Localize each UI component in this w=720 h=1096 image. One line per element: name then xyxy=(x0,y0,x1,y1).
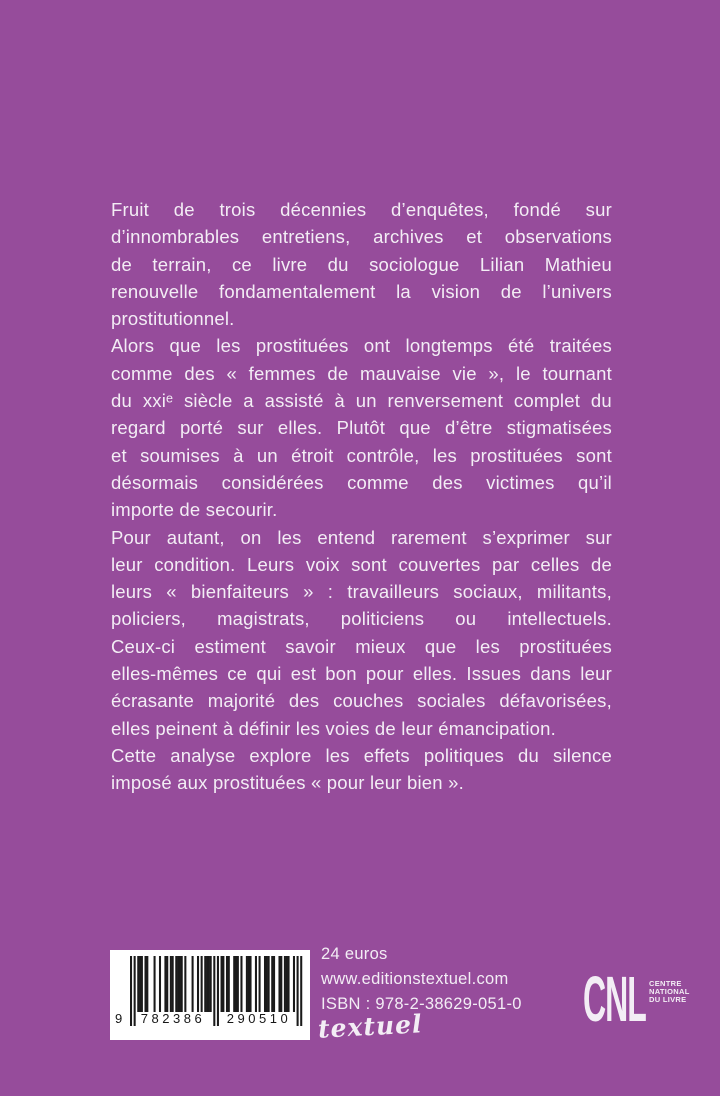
barcode-digit-group: 782386 xyxy=(140,1011,206,1026)
barcode-digit-group: 290510 xyxy=(226,1011,292,1026)
text-line: prostitutionnel. xyxy=(111,308,235,330)
text-line: leurs « bienfaiteurs » : travailleurs sociaux, militants, xyxy=(111,581,612,603)
text-line: Alors que les prostituées ont longtemps été traitées xyxy=(111,335,612,357)
text-line: renouvelle fondamentalement la vision de l’univers xyxy=(111,280,612,302)
back-cover-blurb xyxy=(111,196,612,797)
text-line: et soumises à un étroit contrôle, les prostituées sont xyxy=(111,444,612,466)
text-line: policiers, magistrats, politiciens ou intellectuels. xyxy=(111,608,612,630)
price-text: 24 euros xyxy=(321,945,388,963)
ean-barcode xyxy=(110,950,310,1040)
publisher-website: www.editionstextuel.com xyxy=(321,969,509,988)
isbn-text: ISBN : 978-2-38629-051-0 xyxy=(321,994,522,1013)
text-line: leur condition. Leurs voix sont couvertes par celles de xyxy=(111,553,612,575)
text-line: comme des « femmes de mauvaise vie », le tournant xyxy=(111,362,612,384)
text-line: écrasante majorité des couches sociales défavorisées, xyxy=(111,690,612,712)
text-line: désormais considérées comme des victimes qu’il xyxy=(111,471,612,493)
text-line: Pour autant, on les entend rarement s’exprimer sur xyxy=(111,526,612,548)
text-line: elles-mêmes ce qui est bon pour elles. Issues dans leur xyxy=(111,663,612,685)
text-line: Ceux-ci estiment savoir mieux que les prostituées xyxy=(111,635,612,657)
text-line: imposé aux prostituées « pour leur bien ». xyxy=(111,772,464,794)
text-line: du xxiᵉ siècle a assisté à un renversement complet du xyxy=(111,390,612,412)
cnl-acronym: CNL xyxy=(583,963,646,1035)
cnl-caption: CENTRE NATIONAL DU LIVRE xyxy=(649,979,690,1005)
barcode-digit-lead: 9 xyxy=(115,1011,123,1026)
cnl-logo xyxy=(583,963,698,1035)
footer-info xyxy=(321,942,522,1016)
textuel-publisher-logo: textuel xyxy=(317,1009,424,1044)
text-line: importe de secourir. xyxy=(111,499,278,521)
text-line: Fruit de trois décennies d’enquêtes, fondé sur xyxy=(111,199,612,220)
text-line: elles peinent à définir les voies de leur émancipation. xyxy=(111,717,556,739)
text-line: Cette analyse explore les effets politiques du silence xyxy=(111,744,612,766)
text-line: regard porté sur elles. Plutôt que d’être stigmatisées xyxy=(111,417,612,439)
text-line: d’innombrables entretiens, archives et observations xyxy=(111,226,612,248)
text-line: de terrain, ce livre du sociologue Lilian Mathieu xyxy=(111,253,612,275)
